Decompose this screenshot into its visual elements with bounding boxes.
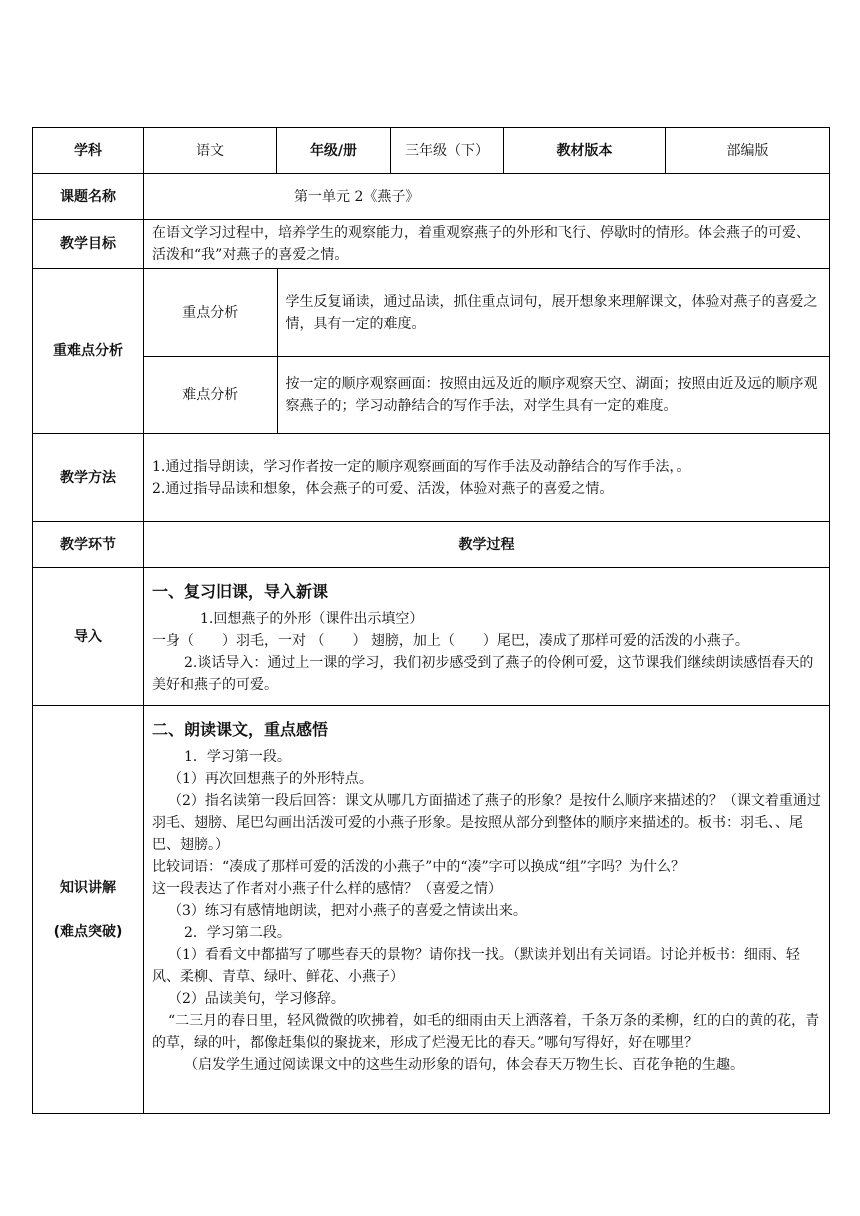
knowledge-line: 这一段表达了作者对小燕子什么样的感情？（喜爱之情）: [152, 881, 502, 897]
knowledge-line: （3）练习有感情地朗读，把对小燕子的喜爱之情读出来。: [168, 903, 527, 919]
method-item: 2.通过指导品读和想象，体会燕子的可爱、活泼，体验对燕子的喜爱之情。: [152, 480, 614, 497]
objective-label: 教学目标: [33, 220, 144, 269]
intro-line: 2.谈话导入：通过上一课的学习，我们初步感受到了燕子的伶俐可爱，这节课我们继续朗读感悟春天的美好和燕子的可爱。: [152, 655, 814, 693]
knowledge-line: 1．学习第一段。: [184, 749, 291, 765]
method-item: 1.通过指导朗读，学习作者按一定的顺序观察画面的写作手法及动静结合的写作手法，。: [152, 458, 691, 475]
methods-row: [33, 434, 830, 522]
key-analysis-label: 重点分析: [144, 269, 277, 357]
topic-value: 第一单元 2《燕子》: [144, 174, 830, 220]
process-heading: 教学过程: [144, 522, 830, 568]
difficult-analysis-row: [144, 357, 829, 433]
subject-value: 语文: [144, 128, 277, 174]
analysis-row: [33, 269, 830, 434]
edition-label: 教材版本: [504, 128, 666, 174]
difficult-analysis-text: 按一定的顺序观察画面：按照由远及近的顺序观察天空、湖面；按照由近及远的顺序观察燕子的；学习动静结合的写作手法，对学生具有一定的难度。: [285, 376, 818, 415]
difficult-analysis-label: 难点分析: [144, 357, 277, 433]
topic-label: 课题名称: [33, 174, 144, 220]
knowledge-line: （1）看看文中都描写了哪些春天的景物？请你找一找。（默读并划出有关词语。讨论并板书：细雨、轻风、柔柳、青草、绿叶、鲜花、小燕子）: [152, 947, 800, 985]
intro-cell: [144, 568, 830, 706]
key-analysis-text: 学生反复诵读，通过品读，抓住重点词句，展开想象来理解课文，体验对燕子的喜爱之情，具有一定的难度。: [277, 269, 829, 357]
knowledge-heading: 二、朗读课文，重点感悟: [152, 720, 329, 739]
subject-label: 学科: [33, 128, 144, 174]
grade-label: 年级/册: [277, 128, 391, 174]
knowledge-line: （启发学生通过阅读课文中的这些生动形象的语句，体会春天万物生长、百花争艳的生趣。: [184, 1057, 744, 1073]
knowledge-line: 比较词语：“凑成了那样可爱的活泼的小燕子”中的“凑”字可以换成“组”字吗？为什么？: [152, 859, 685, 875]
intro-row: [33, 568, 830, 706]
knowledge-line: 2．学习第二段。: [184, 925, 291, 941]
knowledge-sublabel: (难点突破): [53, 923, 123, 940]
key-analysis-row: [144, 269, 829, 357]
topic-row: [33, 174, 830, 220]
header-row: [33, 128, 830, 174]
methods-label: 教学方法: [33, 434, 144, 522]
intro-label: 导入: [33, 568, 144, 706]
knowledge-line: （1）再次回想燕子的外形特点。: [168, 771, 373, 787]
intro-line: 一身（ ）羽毛，一对 （ ） 翅膀，加上（ ）尾巴，凑成了那样可爱的活泼的小燕子。: [152, 633, 749, 649]
objective-text: 在语文学习过程中，培养学生的观察能力，着重观察燕子的外形和飞行、停歇时的情形。体会燕子的可爱、活泼和“我”对燕子的喜爱之情。: [144, 220, 830, 269]
knowledge-line: （2）品读美句，学习修辞。: [168, 991, 345, 1007]
intro-line: 1.回想燕子的外形（课件出示填空）: [200, 611, 424, 627]
objective-row: [33, 220, 830, 269]
methods-cell: [144, 434, 830, 522]
analysis-subtable: [144, 269, 829, 433]
knowledge-line: （2）指名读第一段后回答：课文从哪几方面描述了燕子的形象？是按什么顺序来描述的？（课文着重通过羽毛、翅膀、尾巴勾画出活泼可爱的小燕子形象。是按照从部分到整体的顺序来描述的。板书：羽毛、、尾巴、翅膀。）: [152, 793, 821, 853]
knowledge-row: [33, 706, 830, 1114]
intro-heading: 一、复习旧课，导入新课: [152, 582, 329, 601]
lesson-plan-table: [32, 127, 830, 1114]
edition-value: 部编版: [666, 128, 830, 174]
process-section-label: 教学环节: [33, 522, 144, 568]
knowledge-label-cell: [33, 706, 144, 1114]
analysis-label: 重难点分析: [33, 269, 144, 434]
process-header-row: [33, 522, 830, 568]
knowledge-line: “二三月的春日里，轻风微微的吹拂着，如毛的细雨由天上洒落着，千条万条的柔柳，红的白的黄的花，青的草，绿的叶，都像赶集似的聚拢来，形成了烂漫无比的春天。”哪句写得好，好在哪里？: [152, 1013, 820, 1051]
analysis-cell: [144, 269, 830, 434]
knowledge-label: 知识讲解: [60, 879, 116, 896]
knowledge-cell: [144, 706, 830, 1114]
grade-value: 三年级（下）: [391, 128, 504, 174]
